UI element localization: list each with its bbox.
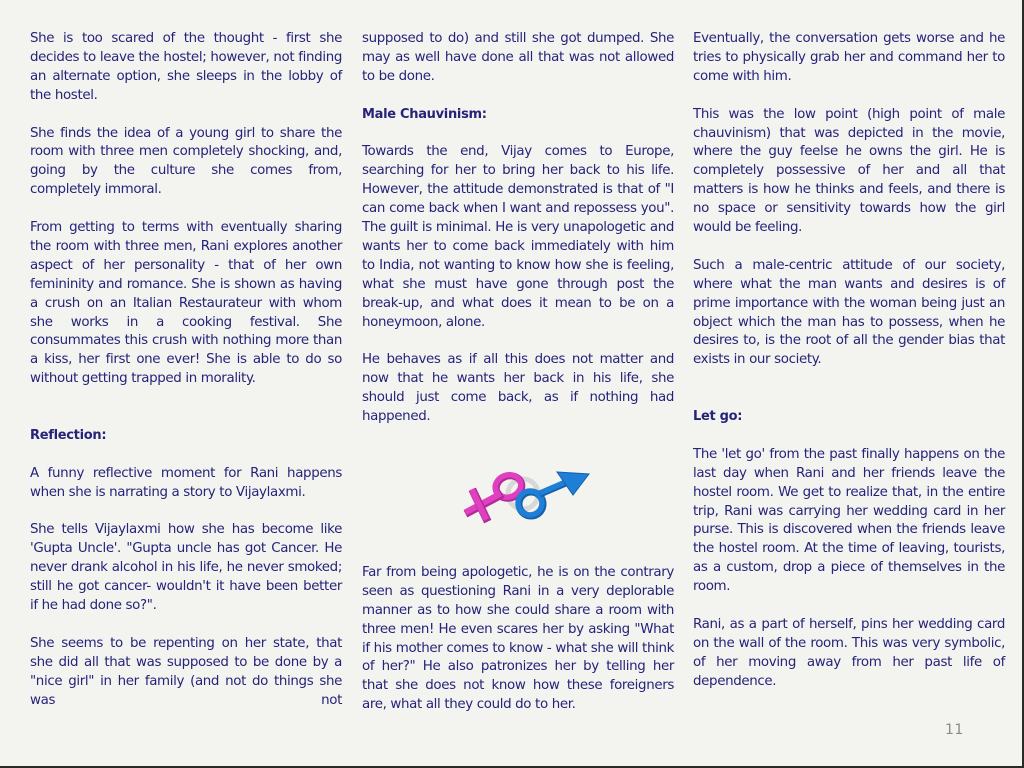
paragraph: Eventually, the conversation gets worse and he tries to physically grab her and command her to come with him. (693, 31, 1005, 84)
paragraph: The 'let go' from the past finally happens on the last day when Rani and her friends leave the hostel room. We get to realize that, in the entire trip, Rani was carrying her wedding card in her purse. This is discovered when the friends leave the hostel room. At the time of leaving, tourists, as a custom, drop a piece of themselves in the room. (693, 446, 1005, 595)
paragraph: He behaves as if all this does not matter and now that he wants her back in his life, she should just come back, as if nothing had happened. (362, 352, 674, 425)
paragraph: supposed to do) and still she got dumped. She may as well have done all that was not allowed to be done. (362, 31, 674, 84)
column-2 (362, 30, 674, 734)
spacer (693, 389, 1005, 408)
paragraph: A funny reflective moment for Rani happens when she is narrating a story to Vijaylaxmi. (30, 465, 342, 500)
paragraph: From getting to terms with eventually sharing the room with three men, Rani explores another aspect of her personality - that of her own femininity and romance. She is shown as having a crush on an Italian Restaurateur with whom she works in a cooking festival. She consummates this crush with nothing more than a kiss, her first one ever! She is able to do so without getting trapped in morality. (30, 220, 342, 387)
column-1 (30, 30, 342, 729)
section-heading-let-go: Let go: (693, 409, 743, 425)
paragraph: Towards the end, Vijay comes to Europe, searching for her to bring her back to his life. However, the attitude demonstrated is that of "I can come back when I want and repossess you". The guilt is minimal. He is very unapologetic and wants her to come back immediately with him to India, not wanting to know how she is feeling, what she must have gone through post the break-up, and what does it mean to be on a honeymoon, alone. (362, 144, 674, 330)
paragraph: This was the low point (high point of male chauvinism) that was depicted in the movie, where the guy feelse he owns the girl. He is completely possessive of her and all that matters is how he thinks and feels, and there is no space or sensitivity towards how the girl would be feeling. (693, 106, 1005, 236)
section-heading-male-chauvinism: Male Chauvinism: (362, 106, 487, 122)
paragraph: She finds the idea of a young girl to share the room with three men completely shocking, and, going by the culture she comes from, completely immoral. (30, 125, 342, 198)
section-heading-reflection: Reflection: (30, 427, 107, 443)
gender-symbols-image (362, 446, 674, 544)
paragraph: She tells Vijaylaxmi how she has become like 'Gupta Uncle'. "Gupta uncle has got Cancer. He never drank alcohol in his life, he never smoked; still he got cancer- wouldn't it have been better if he had done so?". (30, 522, 342, 614)
spacer (30, 408, 342, 427)
column-3 (693, 30, 1005, 711)
page-number: 11 (945, 722, 964, 738)
paragraph: Rani, as a part of herself, pins her wedding card on the wall of the room. This was very symbolic, of her moving away from her past life of dependence. (693, 617, 1005, 689)
paragraph: She seems to be repenting on her state, that she did all that was supposed to be done by a "nice girl" in her family (and not do things she was not (30, 635, 342, 708)
paragraph: Such a male-centric attitude of our society, where what the man wants and desires is of prime importance with the woman being just an object which the man has to possess, when he desires to, is the root of all the gender bias that exists in our society. (693, 257, 1005, 368)
female-symbol (468, 471, 525, 518)
paragraph: She is too scared of the thought - first she decides to leave the hostel; however, not finding an alternate option, she sleeps in the lobby of the hostel. (30, 31, 342, 103)
paragraph: Far from being apologetic, he is on the contrary seen as questioning Rani in a very deplorable manner as to how she could share a room with three men! He even scares her by asking "What if his mother comes to know - what she will think of her?" He also patronizes her by telling her that she does not know how these foreigners are, what all they could do to her. (362, 564, 674, 713)
gender-symbols-icon (443, 460, 593, 530)
